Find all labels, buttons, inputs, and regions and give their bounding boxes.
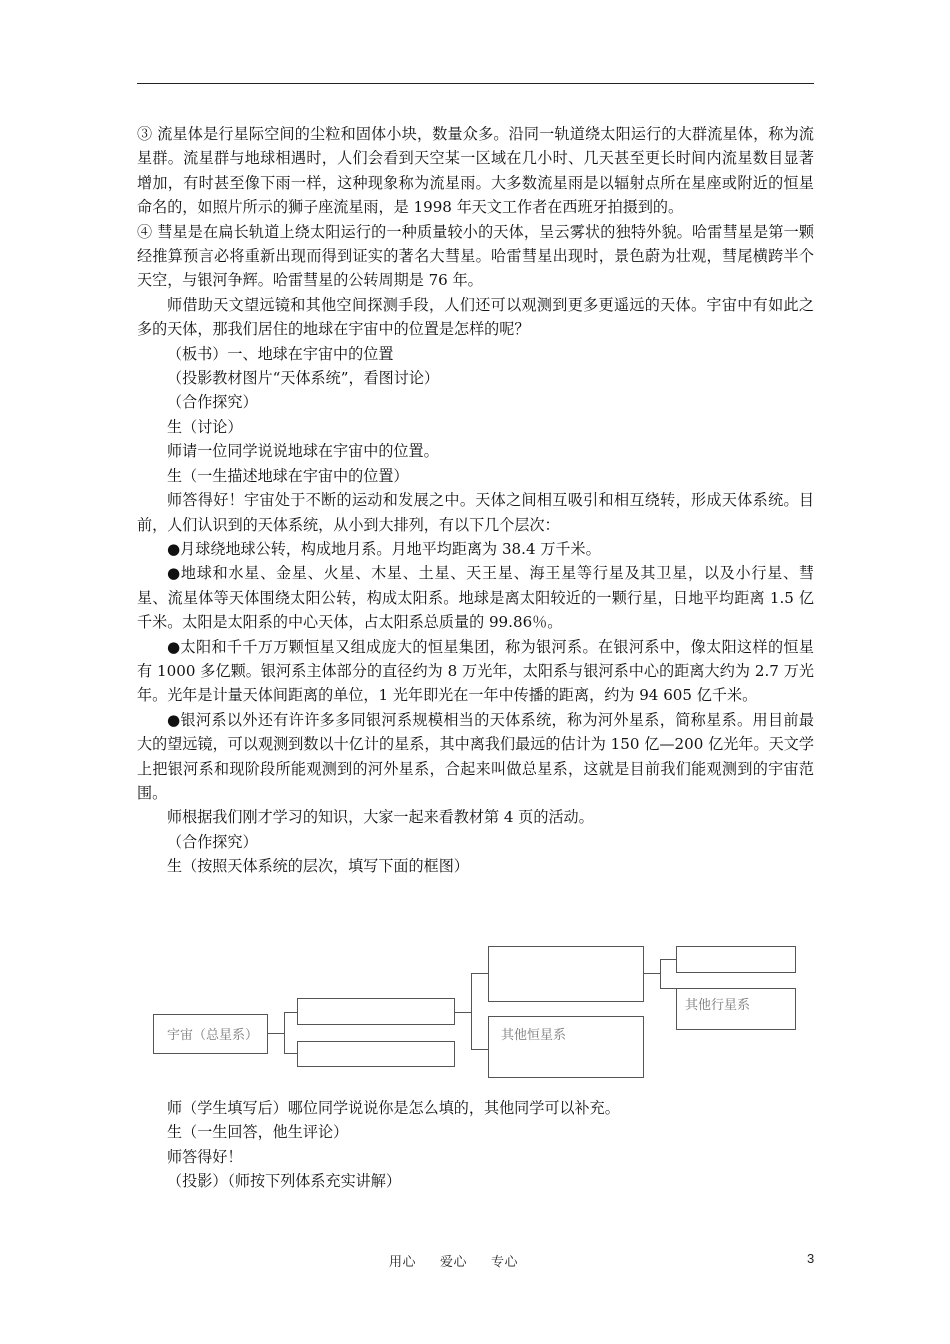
bullet-solar-system: ●地球和水星、金星、火星、木星、土星、天王星、海王星等行星及其卫星，以及小行星、彗星、流星体等天体围绕太阳公转，构成太阳系。地球是离太阳较近的一颗行星，日地平均距离 1.5 亿千米。太阳是太阳系的中心天体，占太阳系总质量的 99.86％。 [137, 564, 814, 632]
root-label: 宇宙（总星系） [167, 1028, 259, 1043]
paragraph-cooperative: （合作探究） [167, 393, 258, 412]
connector [471, 973, 488, 974]
main-text [137, 122, 814, 879]
blank-box-level1-a[interactable] [297, 998, 455, 1025]
root-box [153, 1014, 268, 1054]
paragraph-projection: （投影教材图片“天体系统”，看图讨论） [167, 369, 440, 388]
bullet-milky-way: ●太阳和千千万万颗恒星又组成庞大的恒星集团，称为银河系。在银河系中，像太阳这样的恒星有 1000 多亿颗。银河系主体部分的直径约为 8 万光年，太阳系与银河系中心的距离大约为 2.7 万光年。光年是计量天体间距离的单位，1 光年即光在一年中传播的距离，约为 94 605 亿千米。 [137, 637, 814, 705]
other-planets-label: 其他行星系 [685, 998, 751, 1013]
connector [471, 973, 472, 1050]
connector [644, 973, 660, 974]
paragraph-teacher-ask: 师请一位同学说说地球在宇宙中的位置。 [167, 442, 439, 461]
connector [284, 1053, 297, 1054]
paragraph-teacher-intro: 师借助天文望远镜和其他空间探测手段，人们还可以观测到更多更遥远的天体。宇宙中有如此之多的天体，那我们居住的地球在宇宙中的位置是怎样的呢？ [137, 295, 814, 339]
connector [660, 959, 676, 960]
footer-word-1: 用心 [389, 1255, 417, 1270]
other-stars-box [488, 1016, 644, 1078]
connector [660, 959, 661, 988]
footer-word-2: 爱心 [440, 1255, 468, 1270]
connector [455, 1012, 471, 1013]
page-number: 3 [807, 1251, 815, 1266]
paragraph-student-discuss: 生（讨论） [167, 417, 243, 436]
other-stars-label: 其他恒星系 [501, 1028, 567, 1043]
paragraph-student-describe: 生（一生描述地球在宇宙中的位置） [167, 466, 409, 485]
footer-motto [389, 1251, 542, 1270]
paragraph-student-answer: 生（一生回答，他生评论） [167, 1123, 349, 1142]
paragraph-projection-2: （投影）（师按下列体系充实讲解） [167, 1172, 401, 1191]
bullet-earth-moon: ●月球绕地球公转，构成地月系。月地平均距离为 38.4 万千米。 [167, 539, 601, 558]
connector [660, 988, 676, 989]
blank-box-level2[interactable] [488, 946, 644, 1002]
paragraph-comet: ④ 彗星是在扁长轨道上绕太阳运行的一种质量较小的天体，呈云雾状的独特外貌。哈雷彗星是第一颗经推算预言必将重新出现而得到证实的著名大彗星。哈雷彗星出现时，景色蔚为壮观，彗尾横跨半个天空，与银河争辉。哈雷彗星的公转周期是 76 年。 [137, 222, 814, 290]
connector [268, 1033, 284, 1034]
paragraph-board-note: （板书）一、地球在宇宙中的位置 [167, 344, 394, 363]
paragraph-after-fill: 师（学生填写后）哪位同学说说你是怎么填的，其他同学可以补充。 [167, 1099, 620, 1117]
paragraph-cooperative-2: （合作探究） [167, 832, 258, 851]
header-rule [137, 83, 814, 84]
paragraph-meteoroid: ③ 流星体是行星际空间的尘粒和固体小块，数量众多。沿同一轨道绕太阳运行的大群流星体，称为流星群。流星群与地球相遇时，人们会看到天空某一区域在几小时、几天甚至更长时间内流星数目显著增加，有时甚至像下雨一样，这种现象称为流星雨。大多数流星雨是以辐射点所在星座或附近的恒星命名的，如照片所示的狮子座流星雨，是 1998 年天文工作者在西班牙拍摄到的。 [137, 125, 814, 217]
other-planets-box [676, 988, 796, 1030]
connector [471, 1049, 488, 1050]
footer-word-3: 专心 [491, 1255, 519, 1270]
paragraph-fill-diagram: 生（按照天体系统的层次，填写下面的框图） [167, 857, 469, 876]
connector [284, 1012, 297, 1013]
paragraph-teacher-praise: 师答得好！ [167, 1147, 243, 1166]
blank-box-level3[interactable] [676, 946, 796, 973]
paragraph-activity: 师根据我们刚才学习的知识，大家一起来看教材第 4 页的活动。 [167, 808, 594, 827]
connector [284, 1012, 285, 1053]
paragraph-teacher-systems: 师答得好！宇宙处于不断的运动和发展之中。天体之间相互吸引和相互绕转，形成天体系统。目前，人们认识到的天体系统，从小到大排列，有以下几个层次： [137, 491, 814, 534]
main-text-after [137, 1096, 814, 1194]
bullet-galaxies: ●银河系以外还有许许多多同银河系规模相当的天体系统，称为河外星系，简称星系。用目前最大的望远镜，可以观测到数以十亿计的星系，其中离我们最远的估计为 150 亿—200 亿光年。天文学上把银河系和现阶段所能观测到的河外星系，合起来叫做总星系，这就是目前我们能观测到的宇宙范围。 [137, 710, 814, 802]
blank-box-level1-b[interactable] [297, 1041, 455, 1067]
